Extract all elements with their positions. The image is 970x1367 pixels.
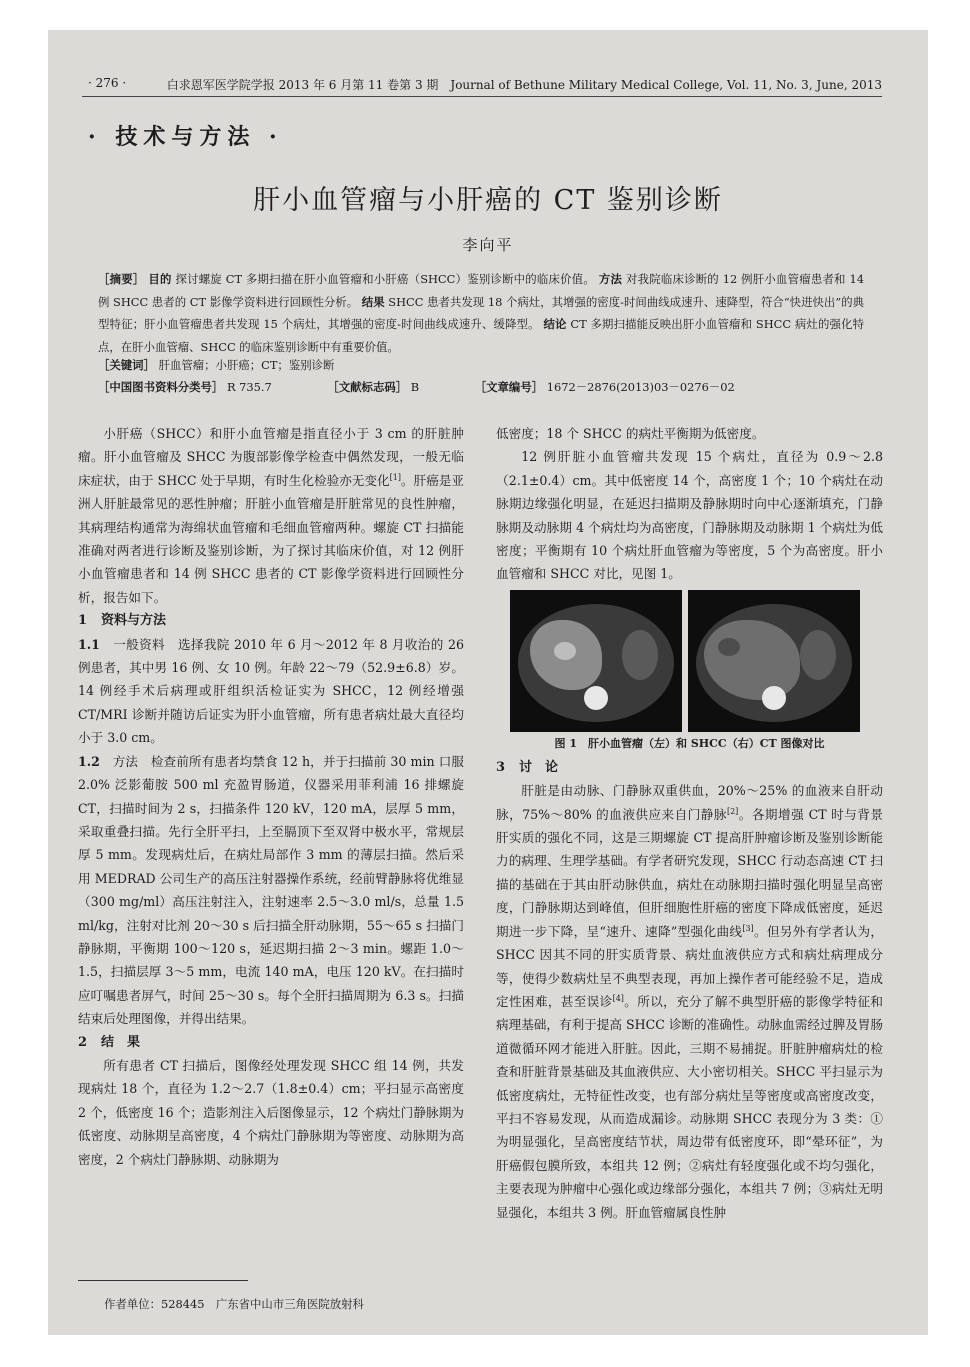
citation: [4] xyxy=(612,993,624,1003)
clc-label: ［中国图书资料分类号］ xyxy=(98,380,224,394)
footnote-rule xyxy=(78,1280,248,1281)
abstract xyxy=(98,268,864,358)
citation: [2] xyxy=(726,806,739,816)
abstract-method: 对我院临床诊断的 12 例肝小血管瘤患者和 14 例 SHCC 患者的 CT 影像学资料进行回顾性分析。 xyxy=(98,272,865,309)
author-affiliation: 作者单位：528445 广东省中山市三角医院放射科 xyxy=(104,1297,364,1311)
doc-code-value: B xyxy=(410,380,420,394)
article-title: 肝小血管瘤与小肝癌的 CT 鉴别诊断 xyxy=(253,185,723,216)
article-author: 李向平 xyxy=(462,236,514,254)
header-rule xyxy=(82,96,882,97)
abstract-purpose: 探讨螺旋 CT 多期扫描在肝小血管瘤和小肝癌（SHCC）鉴别诊断中的临床价值。 xyxy=(175,272,596,286)
results-paragraph: 所有患者 CT 扫描后，图像经处理发现 SHCC 组 14 例，共发现病灶 18 个，直径为 1.2～2.7（1.8±0.4）cm；平扫显示高密度 2 个，低密度 16 个；造影剂注入后图像显示，12 个病灶门静脉期为低密度、动脉期呈高密度，4 个病灶门静脉期为等密度、动脉期为高密度，2 个病灶门静脉期、动脉期为 xyxy=(78,1057,464,1167)
method-paragraph: 1.2 方法 检查前所有患者均禁食 12 h，并于扫描前 30 min 口服 2.0% 泛影葡胺 500 ml 充盈胃肠道，仪器采用菲利浦 16 排螺旋 CT，扫描时间为 2 s，扫描条件 120 kV，120 mA，层厚 5 mm，采取重叠扫描。先行全肝平扫，上至膈顶下至双肾中极水平，常规层厚 5 mm。发现病灶后，在病灶局部作 3 mm 的薄层扫描。然后采用 MEDRAD 公司生产的高压注射器操作系统，经前臂静脉将优维显（300 mg/ml）高压注射注入，注射速率 2.5～3.0 ml/s，总量 1.5 ml/kg，注射对比剂 20～30 s 后扫描全肝动脉期，55～65 s 扫描门静脉期，平衡期 100～120 s，延迟期扫描 2～3 min。螺距 1.0～1.5，扫描层厚 3～5 mm，电流 140 mA，电压 120 kV。在扫描时应叮嘱患者屏气，时间 25～30 s。每个全肝扫描周期为 6.3 s。扫描结束后处理图像，并得出结果。 xyxy=(78,753,465,1027)
method-label: 方法 xyxy=(598,272,623,286)
right-column xyxy=(496,422,883,1224)
figure-caption: 图 1 肝小血管瘤（左）和 SHCC（右）CT 图像对比 xyxy=(554,736,825,750)
section-title: · 技术与方法 · xyxy=(88,124,283,150)
keywords xyxy=(98,357,864,373)
heading-discussion: 3 讨 论 xyxy=(496,759,559,775)
purpose-label: 目的 xyxy=(148,272,172,286)
journal-page xyxy=(48,30,928,1335)
journal-info: 白求恩军医学院学报 2013 年 6 月第 11 卷第 3 期 Journal of Bethune Military Medical College, Vol. 11, No. 3, June, 2013 xyxy=(166,78,882,92)
keywords-text: 肝血管瘤；小肝癌；CT；鉴别诊断 xyxy=(158,358,335,372)
page-number: · 276 · xyxy=(88,76,127,90)
abstract-result: SHCC 患者共发现 18 个病灶，其增强的密度-时间曲线成速升、速降型，符合“快进快出”的典型特征；肝小血管瘤患者共发现 15 个病灶，其增强的密度-时间曲线成速升、缓降型。 xyxy=(98,294,864,331)
hemangioma-results-paragraph: 12 例肝脏小血管瘤共发现 15 个病灶，直径为 0.9～2.8（2.1±0.4）cm。其中低密度 14 个，高密度 1 个；10 个病灶在动脉期边缘强化明显，在延迟扫描期及静脉期时向中心逐渐填充，门静脉期及动脉期 4 个病灶均为高密度，门静脉期及动脉期 1 个病灶为低密度；平衡期有 10 个病灶肝血管瘤为等密度，5 个为高密度。肝小血管瘤和 SHCC 对比，见图 1。 xyxy=(496,449,883,582)
keywords-label: ［关键词］ xyxy=(98,358,155,372)
clc-value: R 735.7 xyxy=(226,380,272,394)
result-label: 结果 xyxy=(361,294,385,309)
discussion-paragraph: 肝脏是由动脉、门静脉双重供血，20%～25% 的血液来自肝动脉，75%～80% 的血液供应来自门静脉[2]。各期增强 CT 时与背景肝实质的强化不同，这是三期螺旋 CT 提高肝肿瘤诊断及鉴别诊断能力的病理、生理学基础。有学者研究发现，SHCC 行动态高速 CT 扫描的基础在于其由肝动脉供血，病灶在动脉期扫描时强化明显呈高密度，门静脉期达到峰值，但肝细胞性肝癌的密度下降成低密度，延迟期进一步下降，呈“速升、速降”型强化曲线[3]。但另外有学者认为，SHCC 因其不同的肝实质背景、病灶血液供应方式和病灶病理成分等，使得少数病灶呈不典型表现，再加上操作者可能经验不足，造成定性困难，甚至误诊[4]。所以，充分了解不典型肝癌的影像学特征和病理基础，有利于提高 SHCC 诊断的准确性。动脉血需经过脾及胃肠道微循环网才能进入肝脏。因此，三期不易捕捉。肝脏肿瘤病灶的检查和肝脏背景基础及其血液供应、大小密切相关。SHCC 平扫显示为低密度病灶，无特征性改变，也有部分病灶呈等密度或高密度改变，平扫不容易发现，从而造成漏诊。动脉期 SHCC 表现分为 3 类：①为明显强化，呈高密度结节状，周边带有低密度环，即“晕环征”，为肝癌假包膜所致，本组共 12 例；②病灶有轻度强化或不均匀强化，主要表现为肿瘤中心强化或边缘部分强化，本组共 7 例；③病灶无明显强化，本组共 3 例。肝血管瘤属良性肿 xyxy=(496,783,884,1220)
citation: [3] xyxy=(742,923,754,933)
ct-image-shcc xyxy=(688,590,860,732)
heading-results: 2 结 果 xyxy=(78,1034,141,1050)
figure-1 xyxy=(510,590,883,732)
article-no-value: 1672－2876(2013)03－0276－02 xyxy=(546,380,735,394)
left-column xyxy=(78,422,464,1171)
intro-paragraph: 小肝癌（SHCC）和肝小血管瘤是指直径小于 3 cm 的肝脏肿瘤。肝小血管瘤及 SHCC 为腹部影像学检查中偶然发现，一般无临床症状，由于 SHCC 处于早期，有时生化检验亦无变化[1]。肝癌是亚洲人肝脏最常见的恶性肿瘤；肝脏小血管瘤是肝脏常见的良性肿瘤，其病理结构通常为海绵状血管瘤和毛细血管瘤两种。螺旋 CT 扫描能准确对两者进行诊断及鉴别诊断，为了探讨其临床价值，对 12 例肝小血管瘤患者和 14 例 SHCC 患者的 CT 影像学资料进行回顾性分析，报告如下。 xyxy=(78,426,465,605)
ct-image-hemangioma xyxy=(510,590,682,732)
conclusion-label: 结论 xyxy=(543,317,567,331)
article-no-label: ［文章编号］ xyxy=(474,380,544,394)
results-continued: 低密度；18 个 SHCC 的病灶平衡期为低密度。 xyxy=(496,426,765,441)
citation: [1] xyxy=(389,472,401,482)
abstract-label: ［摘要］ xyxy=(98,272,145,286)
doc-code-label: ［文献标志码］ xyxy=(327,380,408,394)
classification-line xyxy=(98,379,864,395)
abstract-conclusion: CT 多期扫描能反映出肝小血管瘤和 SHCC 病灶的强化特点，在肝小血管瘤、SHCC 的临床鉴别诊断中有重要价值。 xyxy=(98,317,864,354)
general-data-paragraph: 1.1 一般资料 选择我院 2010 年 6 月～2012 年 8 月收治的 26 例患者，其中男 16 例、女 10 例。年龄 22～79（52.9±6.8）岁。14 例经手术后病理或肝组织活检证实为 SHCC，12 例经增强 CT/MRI 诊断并随访后证实为肝小血管瘤，所有患者病灶最大直径均小于 3.0 cm。 xyxy=(78,636,465,746)
running-header xyxy=(82,76,882,94)
heading-materials-methods: 1 资料与方法 xyxy=(78,613,167,629)
